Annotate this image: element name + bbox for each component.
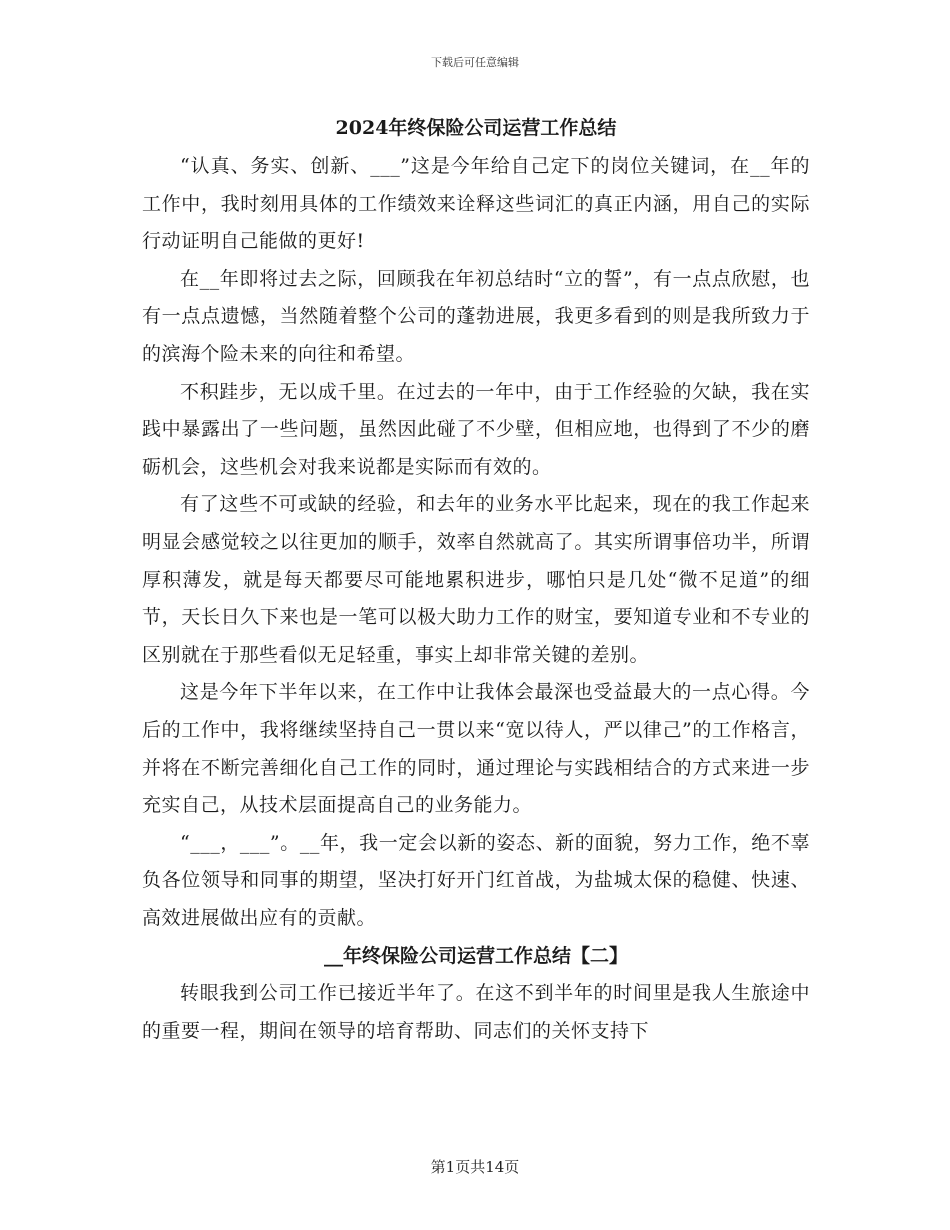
page-footer: 第1页共14页 bbox=[430, 1158, 520, 1176]
paragraph-3: 不积跬步，无以成千里。在过去的一年中，由于工作经验的欠缺，我在实践中暴露出了一些问题，虽然因此碰了不少壁，但相应地，也得到了不少的磨砺机会，这些机会对我来说都是实际而有效的。 bbox=[142, 380, 810, 478]
section-subtitle: __年终保险公司运营工作总结【二】 bbox=[323, 945, 628, 968]
paragraph-5: 这是今年下半年以来，在工作中让我体会最深也受益最大的一点心得。今后的工作中，我将继续坚持自己一贯以来“宽以待人，严以律己”的工作格言，并将在不断完善细化自己工作的同时，通过理论与实践相结合的方式来进一步充实自己，从技术层面提高自己的业务能力。 bbox=[142, 681, 810, 817]
paragraph-7: 转眼我到公司工作已接近半年了。在这不到半年的时间里是我人生旅途中的重要一程，期间在领导的培育帮助、同志们的关怀支持下 bbox=[142, 982, 810, 1043]
paragraph-6: “___，___”。__年，我一定会以新的姿态、新的面貌，努力工作，绝不辜负各位领导和同事的期望，坚决打好开门红首战，为盐城太保的稳健、快速、高效进展做出应有的贡献。 bbox=[142, 831, 810, 929]
document-body bbox=[142, 108, 810, 1051]
paragraph-1: “认真、务实、创新、___”这是今年给自己定下的岗位关键词，在__年的工作中，我时刻用具体的工作绩效来诠释这些词汇的真正内涵，用自己的实际行动证明自己能做的更好! bbox=[142, 155, 810, 253]
header-note: 下载后可任意编辑 bbox=[431, 56, 519, 69]
paragraph-4: 有了这些不可或缺的经验，和去年的业务水平比起来，现在的我工作起来明显会感觉较之以往更加的顺手，效率自然就高了。其实所谓事倍功半，所谓厚积薄发，就是每天都要尽可能地累积进步，哪怕只是几处“微不足道”的细节，天长日久下来也是一笔可以极大助力工作的财宝，要知道专业和不专业的区别就在于那些看似无足轻重，事实上却非常关键的差别。 bbox=[142, 493, 810, 666]
document-title: 2024年终保险公司运营工作总结 bbox=[335, 117, 617, 139]
paragraph-2: 在__年即将过去之际，回顾我在年初总结时“立的誓”，有一点点欣慰，也有一点点遗憾，当然随着整个公司的蓬勃进展，我更多看到的则是我所致力于的滨海个险未来的向往和希望。 bbox=[142, 267, 810, 365]
